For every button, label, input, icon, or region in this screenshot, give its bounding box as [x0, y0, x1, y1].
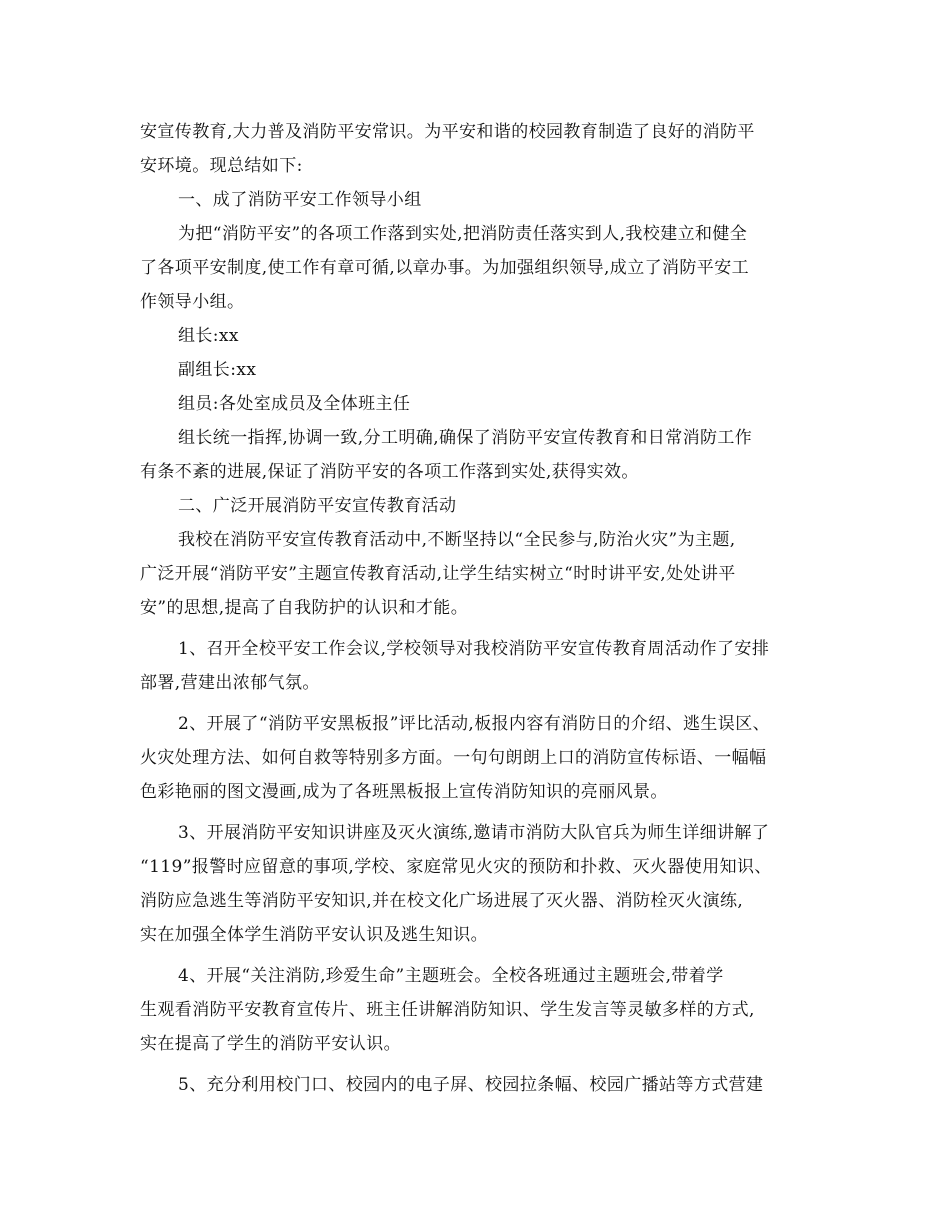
body-text-line: 有条不紊的进展,保证了消防平安的各项工作落到实处,获得实效。 [140, 462, 639, 482]
section-heading: 二、广泛开展消防平安宣传教育活动 [178, 496, 457, 516]
team-members-line: 组员:各处室成员及全体班主任 [178, 394, 411, 414]
paragraph-first-line: 为把“消防平安”的各项工作落到实处,把消防责任落实到人,我校建立和健全 [178, 224, 748, 244]
body-text-line: 色彩艳丽的图文漫画,成为了各班黑板报上宣传消防知识的亮丽风景。 [140, 782, 668, 802]
body-text-line: 安宣传教育,大力普及消防平安常识。为平安和谐的校园教育制造了良好的消防平 [140, 122, 755, 142]
body-text-line: “119”报警时应留意的事项,学校、家庭常见火灾的预防和扑救、灭火器使用知识、 [140, 857, 772, 877]
body-text-line: 消防应急逃生等消防平安知识,并在校文化广场进展了灭火器、消防栓灭火演练, [140, 891, 744, 911]
body-text-line: 广泛开展“消防平安”主题宣传教育活动,让学生结实树立“时时讲平安,处处讲平 [140, 564, 736, 584]
paragraph-first-line: 组长统一指挥,协调一致,分工明确,确保了消防平安宣传教育和日常消防工作 [178, 428, 753, 448]
body-text-line: 了各项平安制度,使工作有章可循,以章办事。为加强组织领导,成立了消防平安工 [140, 258, 750, 278]
deputy-leader-line: 副组长:xx [178, 360, 257, 380]
body-text-line: 生观看消防平安教育宣传片、班主任讲解消防知识、学生发言等灵敏多样的方式, [140, 1000, 755, 1020]
body-text-line: 部署,营建出浓郁气氛。 [140, 673, 320, 693]
list-item-first-line: 2、开展了“消防平安黑板报”评比活动,板报内容有消防日的介绍、逃生误区、 [178, 714, 770, 734]
team-leader-line: 组长:xx [178, 326, 239, 346]
body-text-line: 实在加强全体学生消防平安认识及逃生知识。 [140, 925, 488, 945]
list-item-first-line: 3、开展消防平安知识讲座及灭火演练,邀请市消防大队官兵为师生详细讲解了 [178, 823, 770, 843]
body-text-line: 实在提高了学生的消防平安认识。 [140, 1034, 401, 1054]
list-item-first-line: 5、充分利用校门口、校园内的电子屏、校园拉条幅、校园广播站等方式营建 [178, 1075, 764, 1095]
body-text-line: 火灾处理方法、如何自救等特别多方面。一句句朗朗上口的消防宣传标语、一幅幅 [140, 748, 767, 768]
section-heading: 一、成了消防平安工作领导小组 [178, 190, 422, 210]
paragraph-first-line: 我校在消防平安宣传教育活动中,不断坚持以“全民参与,防治火灾”为主题, [178, 530, 736, 550]
body-text-line: 安”的思想,提高了自我防护的认识和才能。 [140, 598, 469, 618]
body-text-line: 安环境。现总结如下: [140, 156, 303, 176]
list-item-first-line: 1、召开全校平安工作会议,学校领导对我校消防平安宣传教育周活动作了安排 [178, 639, 770, 659]
list-item-first-line: 4、开展“关注消防,珍爱生命”主题班会。全校各班通过主题班会,带着学 [178, 966, 724, 986]
body-text-line: 作领导小组。 [140, 292, 245, 312]
